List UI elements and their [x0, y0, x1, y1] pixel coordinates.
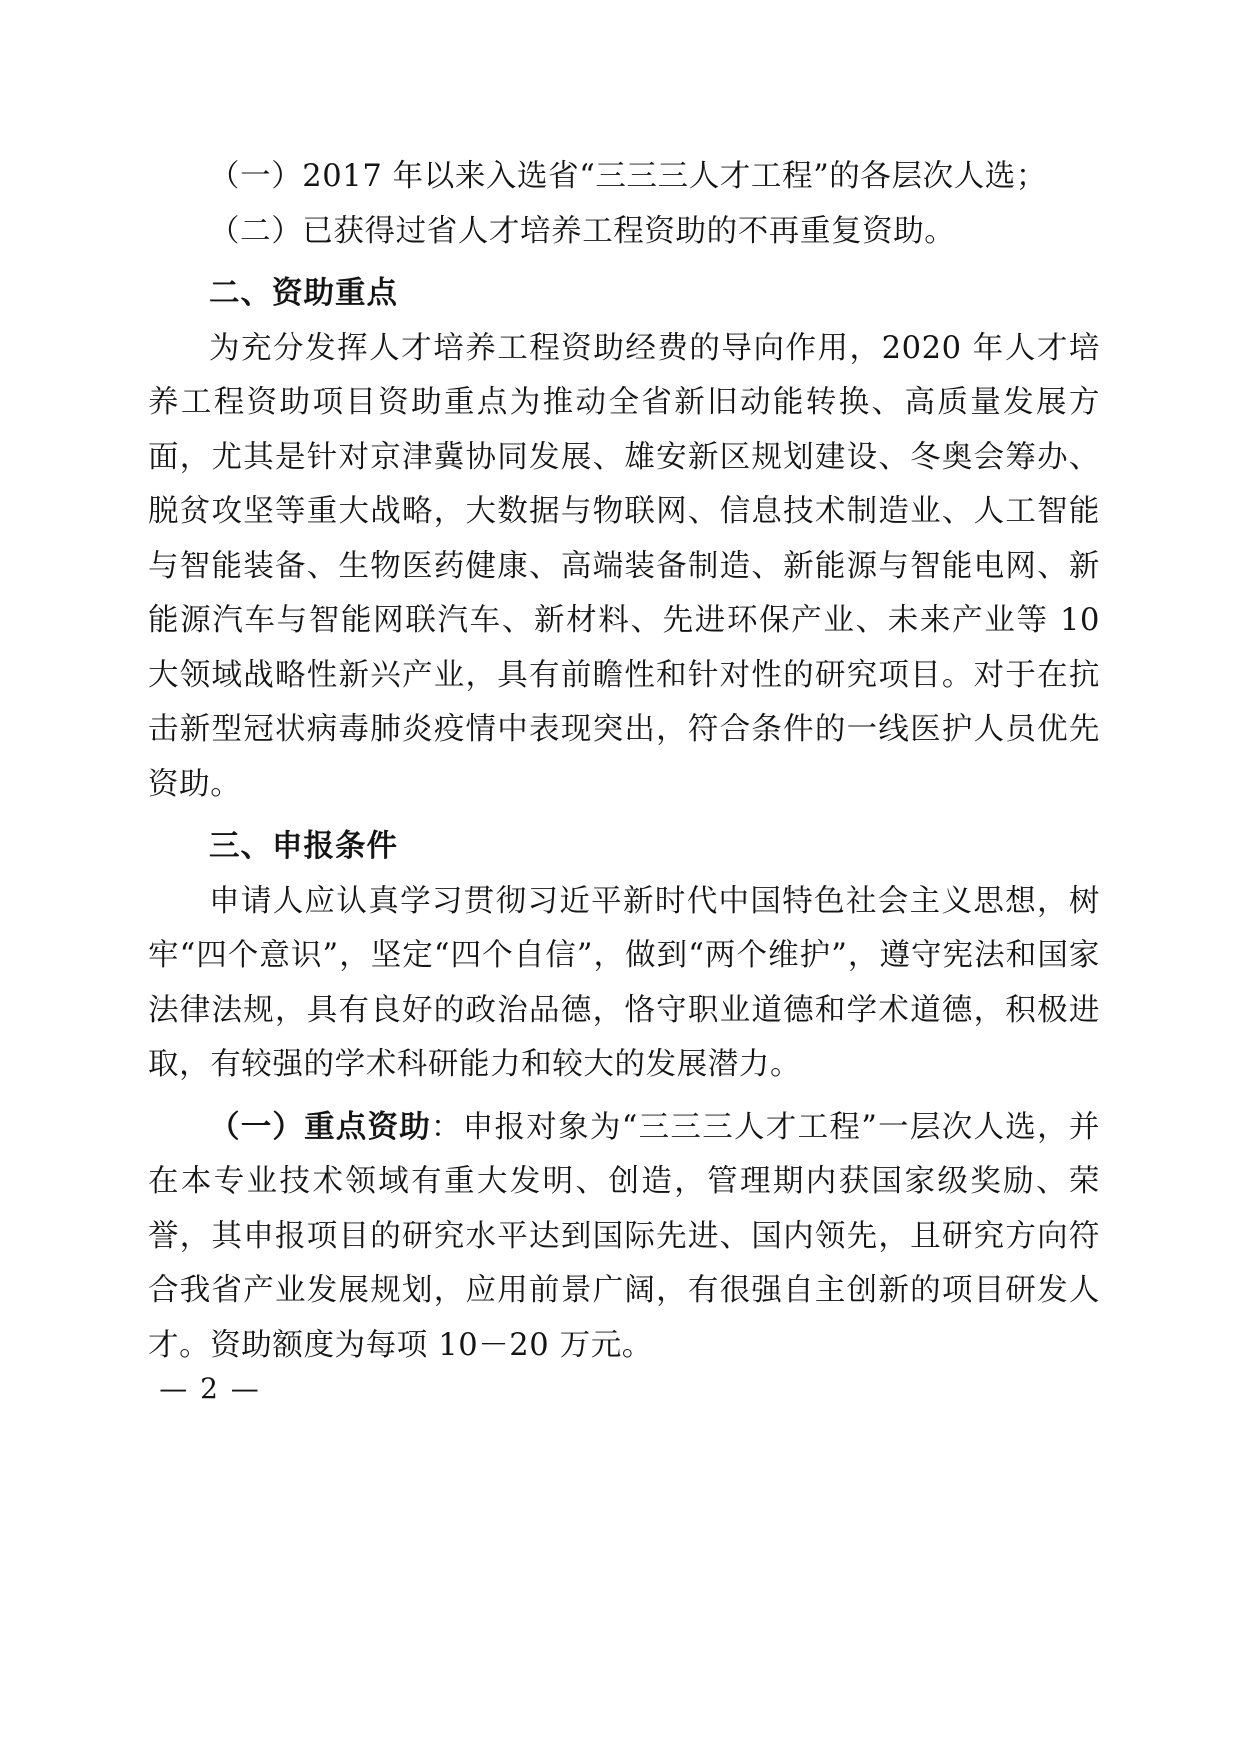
- list-item-key-funding-body: ：申报对象为“三三三人才工程”一层次人选，并在本专业技术领域有重大发明、创造，管理期内获国家级奖励、荣誉，其申报项目的研究水平达到国际先进、国内领先，且研究方向符合我省产业发展规划，应用前景广阔，有很强自主创新的项目研发人才。资助额度为每项 10－20 万元。: [148, 1109, 1100, 1363]
- list-item-condition-2: （二）已获得过省人才培养工程资助的不再重复资助。: [209, 213, 956, 249]
- document-text-body: [148, 150, 1100, 1373]
- list-item-key-funding: [148, 1101, 1100, 1374]
- paragraph-applicant-requirements: 申请人应认真学习贯彻习近平新时代中国特色社会主义思想，树牢“四个意识”，坚定“四个自信”，做到“两个维护”，遵守宪法和国家法律法规，具有良好的政治品德，恪守职业道德和学术道德，积极进取，有较强的学术科研能力和较大的发展潜力。: [148, 883, 1100, 1082]
- list-item-key-funding-label: （一）重点资助: [209, 1109, 431, 1145]
- spacer: [148, 259, 1100, 267]
- spacer: [148, 812, 1100, 820]
- list-item-condition-1: （一）2017 年以来入选省“三三三人才工程”的各层次人选；: [209, 159, 1047, 194]
- section-heading-funding-focus: 二、资助重点: [209, 276, 398, 311]
- paragraph-funding-focus: 为充分发挥人才培养工程资助经费的导向作用，2020 年人才培养工程资助项目资助重点为推动全省新旧动能转换、高质量发展方面，尤其是针对京津冀协同发展、雄安新区规划建设、冬奥会筹办、脱贫攻坚等重大战略，大数据与物联网、信息技术制造业、人工智能与智能装备、生物医药健康、高端装备制造、新能源与智能电网、新能源汽车与智能网联汽车、新材料、先进环保产业、未来产业等 10 大领域战略性新兴产业，具有前瞻性和针对性的研究项目。对于在抗击新型冠状病毒肺炎疫情中表现突出，符合条件的一线医护人员优先资助。: [148, 330, 1100, 802]
- page-number: — 2 —: [159, 1372, 261, 1405]
- section-heading-application-conditions: 三、申报条件: [209, 829, 398, 864]
- spacer: [148, 1093, 1100, 1101]
